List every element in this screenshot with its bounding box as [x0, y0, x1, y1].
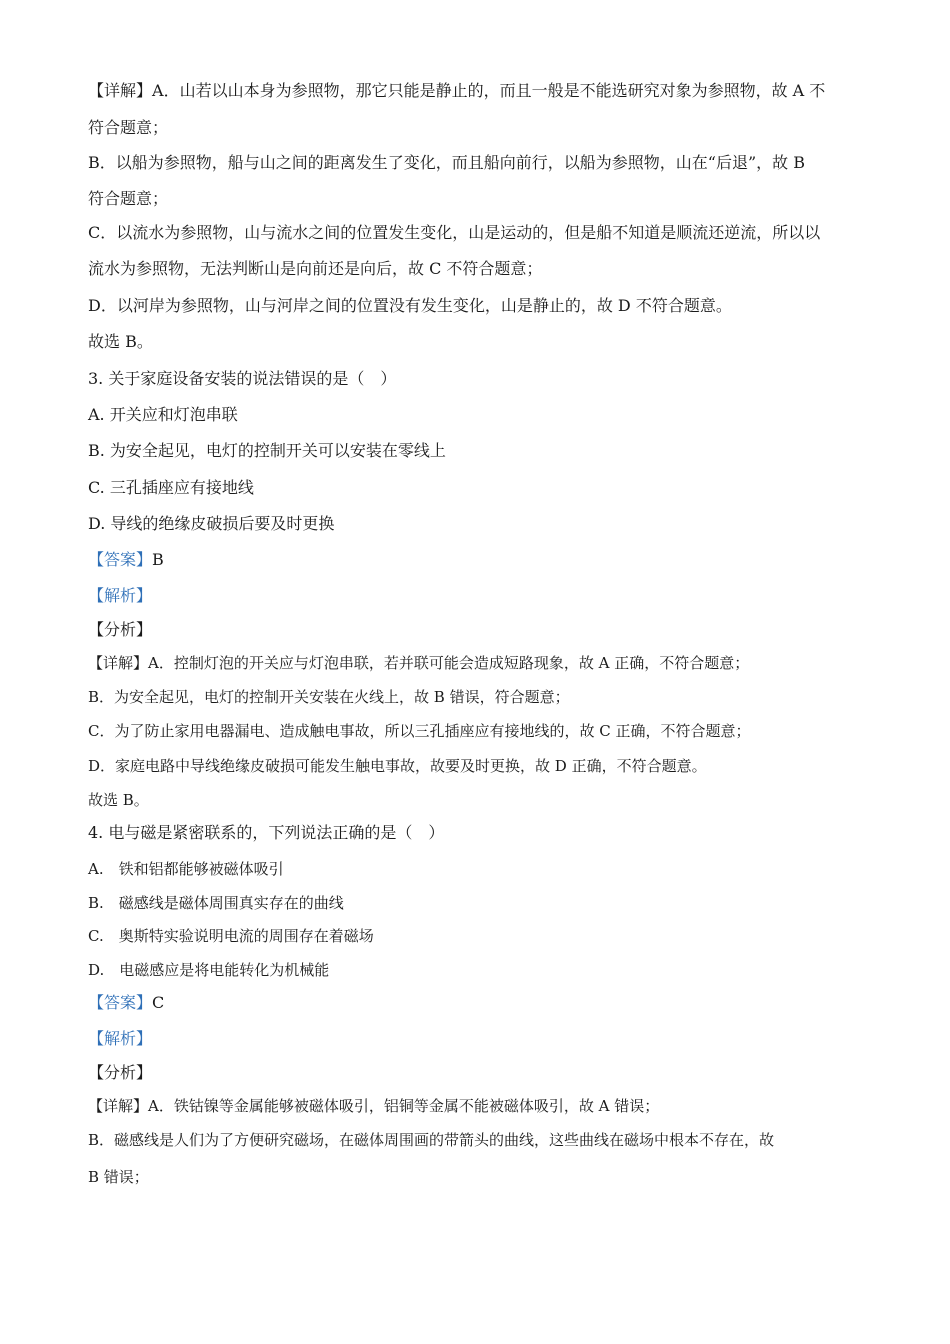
q3-option-b: B. 为安全起见，电灯的控制开关可以安装在零线上 [88, 441, 446, 460]
detail-tag: 【详解】 [88, 1097, 149, 1115]
q3-fenxi-tag: 【分析】 [88, 620, 153, 639]
q2-detail-a-line2: 符合题意； [88, 118, 169, 137]
detail-text: A．山若以山本身为参照物，那它只能是静止的，而且一般是不能选研究对象为参照物，故 A 不 [152, 81, 826, 100]
q4-detail-b-line1: B．磁感线是人们为了方便研究磁场，在磁体周围画的带箭头的曲线，这些曲线在磁场中根本不存在，故 [88, 1131, 775, 1149]
q4-option-a: A. 铁和铝都能够被磁体吸引 [88, 860, 284, 878]
answer-tag: 【答案】 [88, 993, 153, 1012]
q4-fenxi-tag: 【分析】 [88, 1063, 153, 1082]
q4-option-b: B. 磁感线是磁体周围真实存在的曲线 [88, 894, 344, 912]
q2-detail-a-line1 [88, 80, 825, 102]
q2-detail-c-line2: 流水为参照物，无法判断山是向前还是向后，故 C 不符合题意； [88, 259, 543, 278]
q3-detail-c: C．为了防止家用电器漏电、造成触电事故，所以三孔插座应有接地线的，故 C 正确，不符合题意； [88, 722, 751, 740]
q2-detail-c-line1: C．以流水为参照物，山与流水之间的位置发生变化，山是运动的，但是船不知道是顺流还逆流，所以以 [88, 223, 821, 242]
answer-tag: 【答案】 [88, 550, 153, 569]
q2-detail-d-line1: D．以河岸为参照物，山与河岸之间的位置没有发生变化，山是静止的，故 D 不符合题意。 [88, 296, 732, 315]
q2-conclusion: 故选 B。 [88, 332, 153, 351]
q4-detail-b-line2: B 错误； [88, 1168, 149, 1186]
q3-detail-a [88, 652, 749, 674]
q3-conclusion: 故选 B。 [88, 791, 149, 809]
detail-text: A．铁钴镍等金属能够被磁体吸引，铝铜等金属不能被磁体吸引，故 A 错误； [148, 1097, 660, 1115]
q4-stem: 4. 电与磁是紧密联系的，下列说法正确的是（ ） [88, 823, 445, 842]
q2-detail-b-line2: 符合题意； [88, 189, 169, 208]
q4-option-d: D. 电磁感应是将电能转化为机械能 [88, 961, 330, 979]
answer-value: C [152, 993, 165, 1012]
q4-jiexi-tag: 【解析】 [88, 1029, 153, 1048]
q4-option-c: C. 奥斯特实验说明电流的周围存在着磁场 [88, 927, 374, 945]
q3-detail-b: B．为安全起见，电灯的控制开关安装在火线上，故 B 错误，符合题意； [88, 688, 570, 706]
detail-tag: 【详解】 [88, 654, 149, 672]
q3-option-d: D. 导线的绝缘皮破损后要及时更换 [88, 514, 335, 533]
q4-answer [88, 992, 164, 1014]
q3-stem: 3. 关于家庭设备安装的说法错误的是（ ） [88, 369, 397, 388]
q3-answer [88, 549, 164, 571]
q3-option-a: A. 开关应和灯泡串联 [88, 405, 238, 424]
q3-detail-d: D．家庭电路中导线绝缘皮破损可能发生触电事故，故要及时更换，故 D 正确，不符合题意。 [88, 757, 707, 775]
q4-detail-a [88, 1095, 659, 1117]
q3-jiexi-tag: 【解析】 [88, 586, 153, 605]
q3-option-c: C. 三孔插座应有接地线 [88, 478, 254, 497]
detail-tag: 【详解】 [88, 81, 153, 100]
answer-value: B [152, 550, 164, 569]
q2-detail-b-line1: B．以船为参照物，船与山之间的距离发生了变化，而且船向前行，以船为参照物，山在“后退”，故 B [88, 153, 805, 172]
detail-text: A．控制灯泡的开关应与灯泡串联，若并联可能会造成短路现象，故 A 正确，不符合题意； [148, 654, 750, 672]
